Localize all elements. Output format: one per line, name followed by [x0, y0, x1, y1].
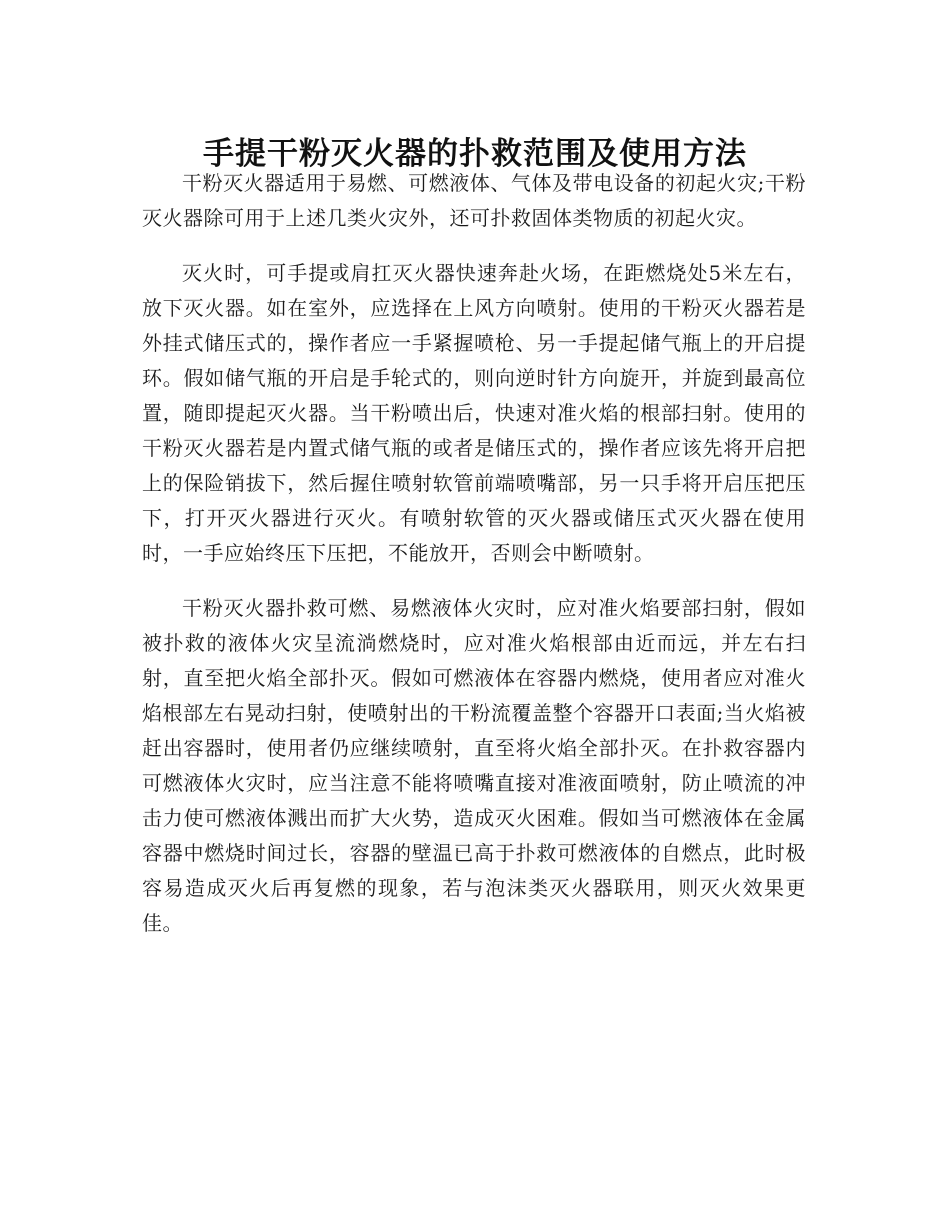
paragraph-scope: 干粉灭火器适用于易燃、可燃液体、气体及带电设备的初起火灾;干粉灭火器除可用于上述几类火灾外，还可扑救固体类物质的初起火灾。 [142, 171, 806, 230]
paragraph-usage: 灭火时，可手提或肩扛灭火器快速奔赴火场，在距燃烧处5米左右，放下灭火器。如在室外，应选择在上风方向喷射。使用的干粉灭火器若是外挂式储压式的，操作者应一手紧握喷枪、另一手提起储气瓶上的开启提环。假如储气瓶的开启是手轮式的，则向逆时针方向旋开，并旋到最高位置，随即提起灭火器。当干粉喷出后，快速对准火焰的根部扫射。使用的干粉灭火器若是内置式储气瓶的或者是储压式的，操作者应该先将开启把上的保险销拔下，然后握住喷射软管前端喷嘴部，另一只手将开启压把压下，打开灭火器进行灭火。有喷射软管的灭火器或储压式灭火器在使用时，一手应始终压下压把，不能放开，否则会中断喷射。 [142, 261, 806, 565]
document-body [142, 166, 806, 941]
paragraph-liquid-fire: 干粉灭火器扑救可燃、易燃液体火灾时，应对准火焰要部扫射，假如被扑救的液体火灾呈流淌燃烧时，应对准火焰根部由近而远，并左右扫射，直至把火焰全部扑灭。假如可燃液体在容器内燃烧，使用者应对准火焰根部左右晃动扫射，使喷射出的干粉流覆盖整个容器开口表面;当火焰被赶出容器时，使用者仍应继续喷射，直至将火焰全部扑灭。在扑救容器内可燃液体火灾时，应当注意不能将喷嘴直接对准液面喷射，防止喷流的冲击力使可燃液体溅出而扩大火势，造成灭火困难。假如当可燃液体在金属容器中燃烧时间过长，容器的壁温已高于扑救可燃液体的自燃点，此时极容易造成灭火后再复燃的现象，若与泡沫类灭火器联用，则灭火效果更佳。 [142, 596, 806, 935]
document-title: 手提干粉灭火器的扑救范围及使用方法 [203, 135, 747, 172]
